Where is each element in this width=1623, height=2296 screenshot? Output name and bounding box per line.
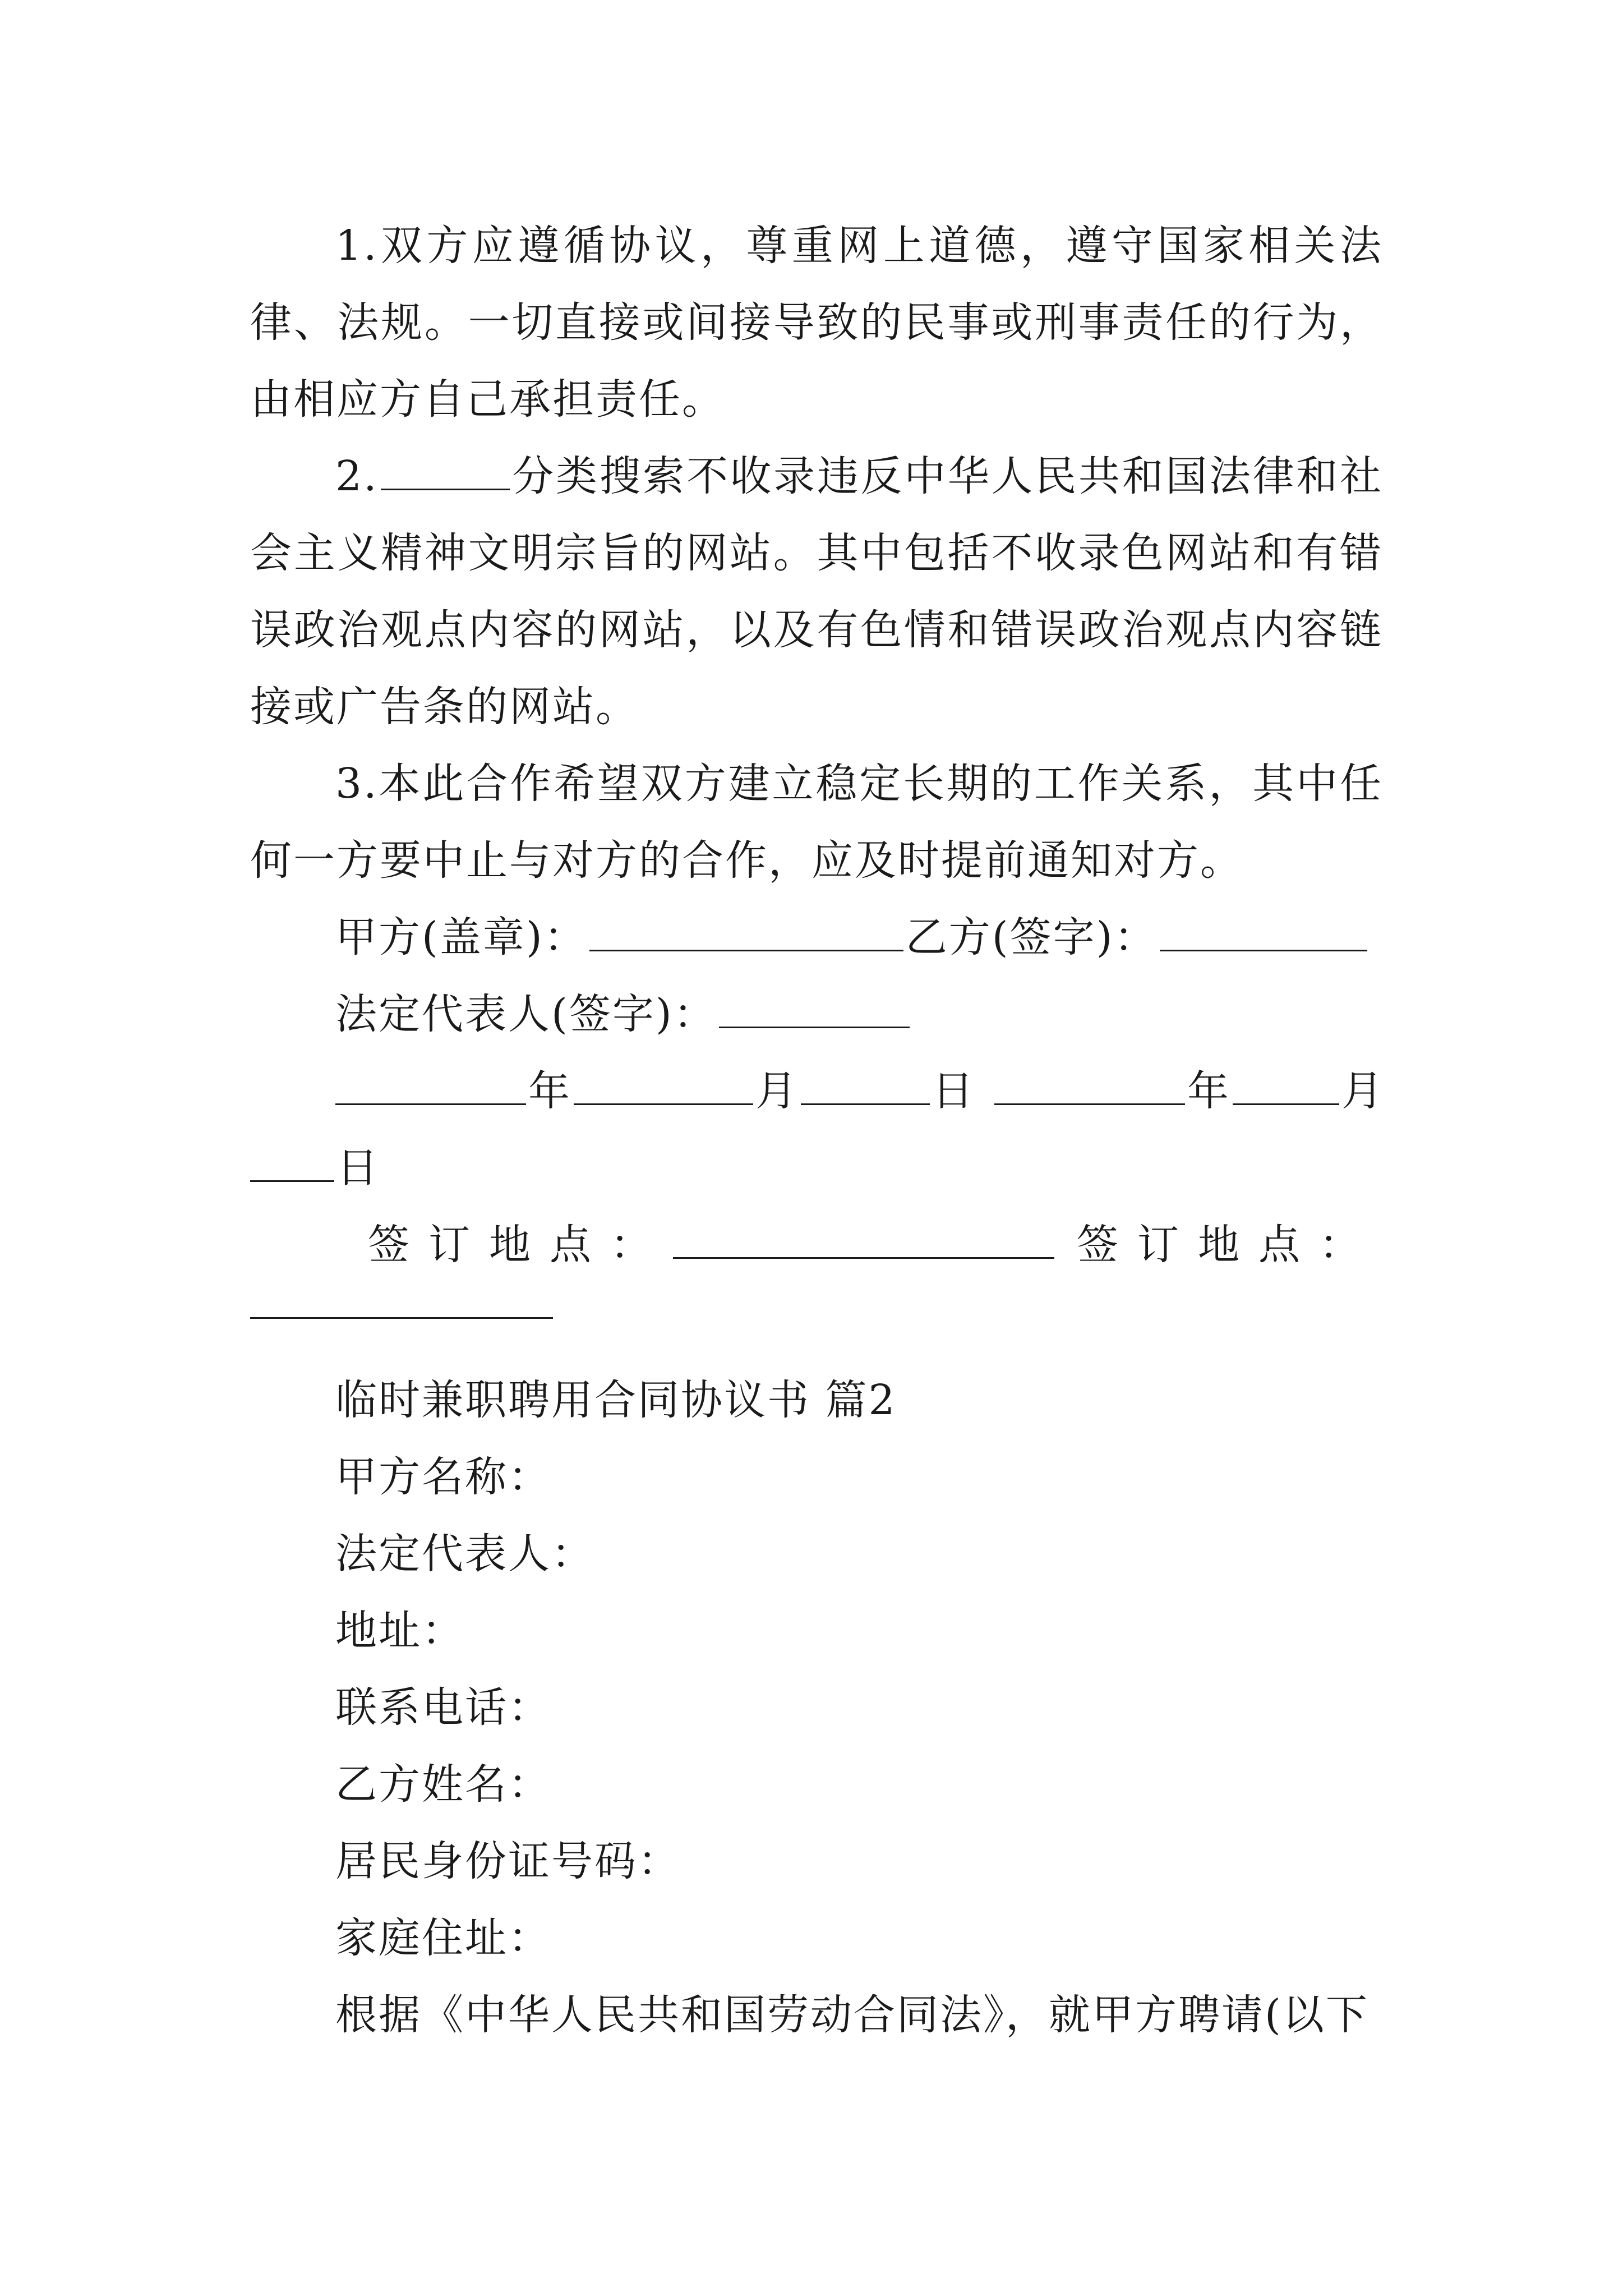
party-a-seal-label: 甲方(盖章)： bbox=[335, 913, 587, 961]
sign-place-b-label: 签订地点： bbox=[1077, 1221, 1380, 1269]
clause-2 bbox=[250, 438, 1383, 746]
field-party-b-name: 乙方姓名： bbox=[335, 1760, 551, 1809]
month-label: 月 bbox=[1341, 1067, 1385, 1115]
section-2-intro: 根据《中华人民共和国劳动合同法》，就甲方聘请(以下 bbox=[335, 1991, 1369, 2039]
legal-rep-sign-label: 法定代表人(签字)： bbox=[335, 990, 717, 1038]
field-home-address: 家庭住址： bbox=[335, 1914, 551, 1962]
blank-line bbox=[801, 1064, 930, 1105]
blank-line bbox=[994, 1064, 1185, 1105]
date-line bbox=[250, 1053, 1383, 1130]
blank-line bbox=[381, 449, 510, 490]
sign-place-line bbox=[250, 1207, 1383, 1283]
sign-place-a-label: 签订地点： bbox=[368, 1221, 671, 1269]
party-b-sign-label: 乙方(签字)： bbox=[905, 913, 1158, 961]
blank-line bbox=[1160, 910, 1367, 951]
year-label: 年 bbox=[1187, 1067, 1230, 1115]
blank-line bbox=[673, 1218, 1054, 1259]
field-phone: 联系电话： bbox=[335, 1683, 551, 1732]
section-2-title: 临时兼职聘用合同协议书 篇2 bbox=[335, 1376, 897, 1424]
field-address: 地址： bbox=[335, 1607, 465, 1655]
blank-line bbox=[719, 987, 910, 1028]
blank-line bbox=[250, 1141, 334, 1182]
document-body bbox=[250, 208, 1383, 2054]
date-line-continued bbox=[250, 1130, 1383, 1207]
blank-line bbox=[589, 910, 903, 951]
field-legal-rep: 法定代表人： bbox=[335, 1530, 594, 1578]
field-id-number: 居民身份证号码： bbox=[335, 1837, 681, 1885]
blank-line bbox=[574, 1064, 753, 1105]
field-party-a-name: 甲方名称： bbox=[335, 1453, 551, 1501]
party-signature-line bbox=[250, 899, 1383, 976]
legal-rep-signature-line bbox=[250, 976, 1383, 1053]
clause-3: 3.本此合作希望双方建立稳定长期的工作关系，其中任何一方要中止与对方的合作，应及时提前通知对方。 bbox=[250, 760, 1383, 885]
blank-line bbox=[250, 1283, 553, 1319]
month-label: 月 bbox=[755, 1067, 799, 1115]
blank-line bbox=[335, 1064, 526, 1105]
clause-2-text: 分类搜索不收录违反中华人民共和国法律和社会主义精神文明宗旨的网站。其中包括不收录色网站和有错误政治观点内容的网站，以及有色情和错误政治观点内容链接或广告条的网站。 bbox=[250, 452, 1383, 731]
day-label: 日 bbox=[336, 1144, 380, 1192]
clause-1: 1.双方应遵循协议，尊重网上道德，遵守国家相关法律、法规。一切直接或间接导致的民事或刑事责任的行为，由相应方自己承担责任。 bbox=[250, 222, 1383, 424]
clause-2-number: 2. bbox=[335, 452, 379, 500]
day-label: 日 bbox=[932, 1067, 975, 1115]
year-label: 年 bbox=[528, 1067, 571, 1115]
blank-line bbox=[1233, 1064, 1339, 1105]
